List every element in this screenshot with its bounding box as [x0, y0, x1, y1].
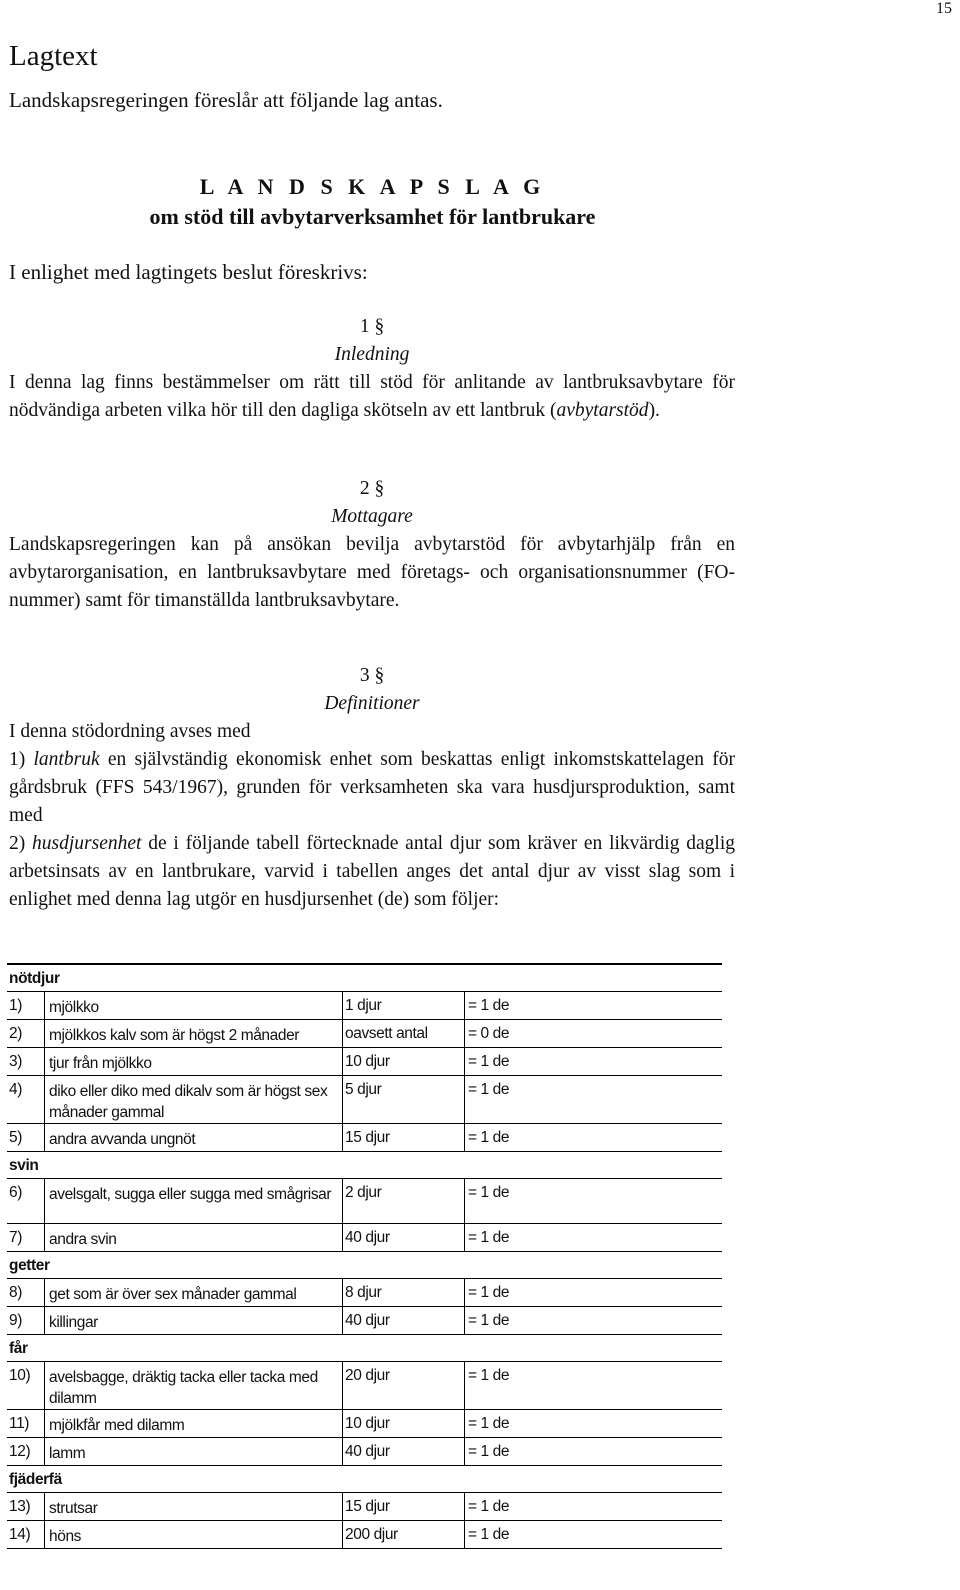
- unit-value: = 1 de: [468, 1526, 510, 1543]
- animal-type: mjölkfår med dilamm: [45, 1410, 343, 1437]
- table-group-header: svin: [7, 1152, 722, 1179]
- animal-type: diko eller diko med dikalv som är högst sex månader gammal: [45, 1076, 343, 1123]
- section-1: [9, 313, 735, 425]
- row-number: 2): [7, 1020, 45, 1047]
- table-row: [7, 1521, 722, 1549]
- row-number: 9): [7, 1307, 45, 1334]
- animal-type: tjur från mjölkko: [45, 1048, 343, 1075]
- animal-count: 10 djur: [343, 1048, 465, 1075]
- table-row: [7, 1124, 722, 1152]
- animal-count: 5 djur: [343, 1076, 465, 1123]
- row-number: 3): [7, 1048, 45, 1075]
- animal-count: 20 djur: [343, 1362, 465, 1409]
- table-row: [7, 1076, 722, 1124]
- animal-type: andra avvanda ungnöt: [45, 1124, 343, 1151]
- page-number: 15: [936, 0, 952, 17]
- row-number: 10): [7, 1362, 45, 1409]
- row-number: 13): [7, 1493, 45, 1520]
- row-number: 1): [7, 992, 45, 1019]
- animal-type: killingar: [45, 1307, 343, 1334]
- unit-value: = 1 de: [468, 1312, 510, 1329]
- row-number: 11): [7, 1410, 45, 1437]
- law-heading-block: [0, 172, 745, 232]
- row-number: 12): [7, 1438, 45, 1465]
- table-row: [7, 1410, 722, 1438]
- table-row: [7, 1179, 722, 1224]
- animal-count: oavsett antal: [343, 1020, 465, 1047]
- section-number: 2 §: [359, 478, 385, 499]
- table-row: [7, 1279, 722, 1307]
- paragraph-text: I denna lag finns bestämmelser om rätt till stöd för anlitande av lantbruksavbytare för nödvändiga arbeten vilka hör till den dagliga skötseln av ett lantbruk (: [9, 372, 735, 421]
- table-group-header: får: [7, 1335, 722, 1362]
- animal-type: höns: [45, 1521, 343, 1548]
- item-text: de i följande tabell förtecknade antal djur som kräver en likvärdig daglig arbetsinsats av en lantbrukare, varvid i tabellen anges det antal djur av visst slag som i enlighet med denna lag utgör en husdjursenhet (de) som följer:: [9, 833, 735, 910]
- table-group-header: nötdjur: [7, 965, 722, 992]
- table-row: [7, 1020, 722, 1048]
- unit-value: = 1 de: [468, 1081, 510, 1098]
- animal-type: lamm: [45, 1438, 343, 1465]
- animal-count: 40 djur: [343, 1307, 465, 1334]
- unit-value: = 1 de: [468, 1498, 510, 1515]
- defined-term: husdjursenhet: [32, 833, 142, 854]
- defined-term: lantbruk: [33, 749, 100, 770]
- unit-value: = 1 de: [468, 1367, 510, 1384]
- animal-count: 2 djur: [343, 1179, 465, 1223]
- animal-count: 200 djur: [343, 1521, 465, 1548]
- unit-value: = 1 de: [468, 1284, 510, 1301]
- unit-value: = 1 de: [468, 1415, 510, 1432]
- table-row: [7, 1307, 722, 1335]
- table-row: [7, 1493, 722, 1521]
- animal-type: get som är över sex månader gammal: [45, 1279, 343, 1306]
- unit-value: = 1 de: [468, 1443, 510, 1460]
- animal-type: mjölkko: [45, 992, 343, 1019]
- definition-item-1: [9, 746, 735, 830]
- row-number: 8): [7, 1279, 45, 1306]
- row-number: 4): [7, 1076, 45, 1123]
- animal-count: 40 djur: [343, 1224, 465, 1251]
- row-number: 5): [7, 1124, 45, 1151]
- table-row: [7, 1438, 722, 1466]
- item-number: 1): [9, 749, 34, 770]
- unit-value: = 0 de: [468, 1025, 510, 1042]
- animal-count: 10 djur: [343, 1410, 465, 1437]
- section-2: [9, 475, 735, 615]
- animal-type: avelsbagge, dräktig tacka eller tacka med dilamm: [45, 1362, 343, 1409]
- law-heading: L A N D S K A P S L A G: [199, 174, 546, 199]
- section-heading: Inledning: [334, 344, 410, 365]
- unit-value: = 1 de: [468, 997, 510, 1014]
- paragraph-end: ).: [648, 400, 660, 421]
- animal-count: 15 djur: [343, 1493, 465, 1520]
- table-row: [7, 1224, 722, 1252]
- section-number: 1 §: [359, 316, 385, 337]
- animal-count: 8 djur: [343, 1279, 465, 1306]
- enactment-clause: I enlighet med lagtingets beslut föreskrivs:: [9, 260, 368, 284]
- section-paragraph: [9, 369, 735, 425]
- item-number: 2): [9, 833, 33, 854]
- unit-value: = 1 de: [468, 1129, 510, 1146]
- animal-count: 40 djur: [343, 1438, 465, 1465]
- lead-text: Landskapsregeringen föreslår att följande lag antas.: [9, 88, 443, 112]
- livestock-unit-table: [7, 963, 722, 1549]
- section-heading: Definitioner: [324, 693, 420, 714]
- animal-count: 1 djur: [343, 992, 465, 1019]
- table-row: [7, 1048, 722, 1076]
- unit-value: = 1 de: [468, 1053, 510, 1070]
- animal-type: mjölkkos kalv som är högst 2 månader: [45, 1020, 343, 1047]
- page-title: Lagtext: [9, 40, 98, 72]
- row-number: 7): [7, 1224, 45, 1251]
- section-heading: Mottagare: [331, 506, 413, 527]
- definition-item-2: [9, 830, 735, 914]
- defined-term: avbytarstöd: [556, 400, 649, 421]
- law-subheading: om stöd till avbytarverksamhet för lantbrukare: [149, 204, 596, 229]
- unit-value: = 1 de: [468, 1184, 510, 1201]
- item-text: en självständig ekonomisk enhet som beskattas enligt inkomstskattelagen för gårdsbruk (FFS 543/1967), grunden för verksamheten ska vara husdjursproduktion, samt med: [9, 749, 735, 826]
- table-row: [7, 1362, 722, 1410]
- table-row: [7, 992, 722, 1020]
- table-group-header: getter: [7, 1252, 722, 1279]
- row-number: 14): [7, 1521, 45, 1548]
- animal-type: strutsar: [45, 1493, 343, 1520]
- section-3: [9, 662, 735, 914]
- section-number: 3 §: [359, 665, 385, 686]
- section-intro: I denna stödordning avses med: [9, 721, 251, 742]
- animal-type: andra svin: [45, 1224, 343, 1251]
- animal-type: avelsgalt, sugga eller sugga med smågrisar: [45, 1179, 343, 1223]
- section-paragraph: Landskapsregeringen kan på ansökan bevilja avbytarstöd för avbytarhjälp från en avbytarorganisation, en lantbruksavbytare med företags- och organisationsnummer (FO-nummer) samt för timanställda lantbruksavbytare.: [9, 534, 735, 611]
- unit-value: = 1 de: [468, 1229, 510, 1246]
- table-group-header: fjäderfä: [7, 1466, 722, 1493]
- row-number: 6): [7, 1179, 45, 1223]
- animal-count: 15 djur: [343, 1124, 465, 1151]
